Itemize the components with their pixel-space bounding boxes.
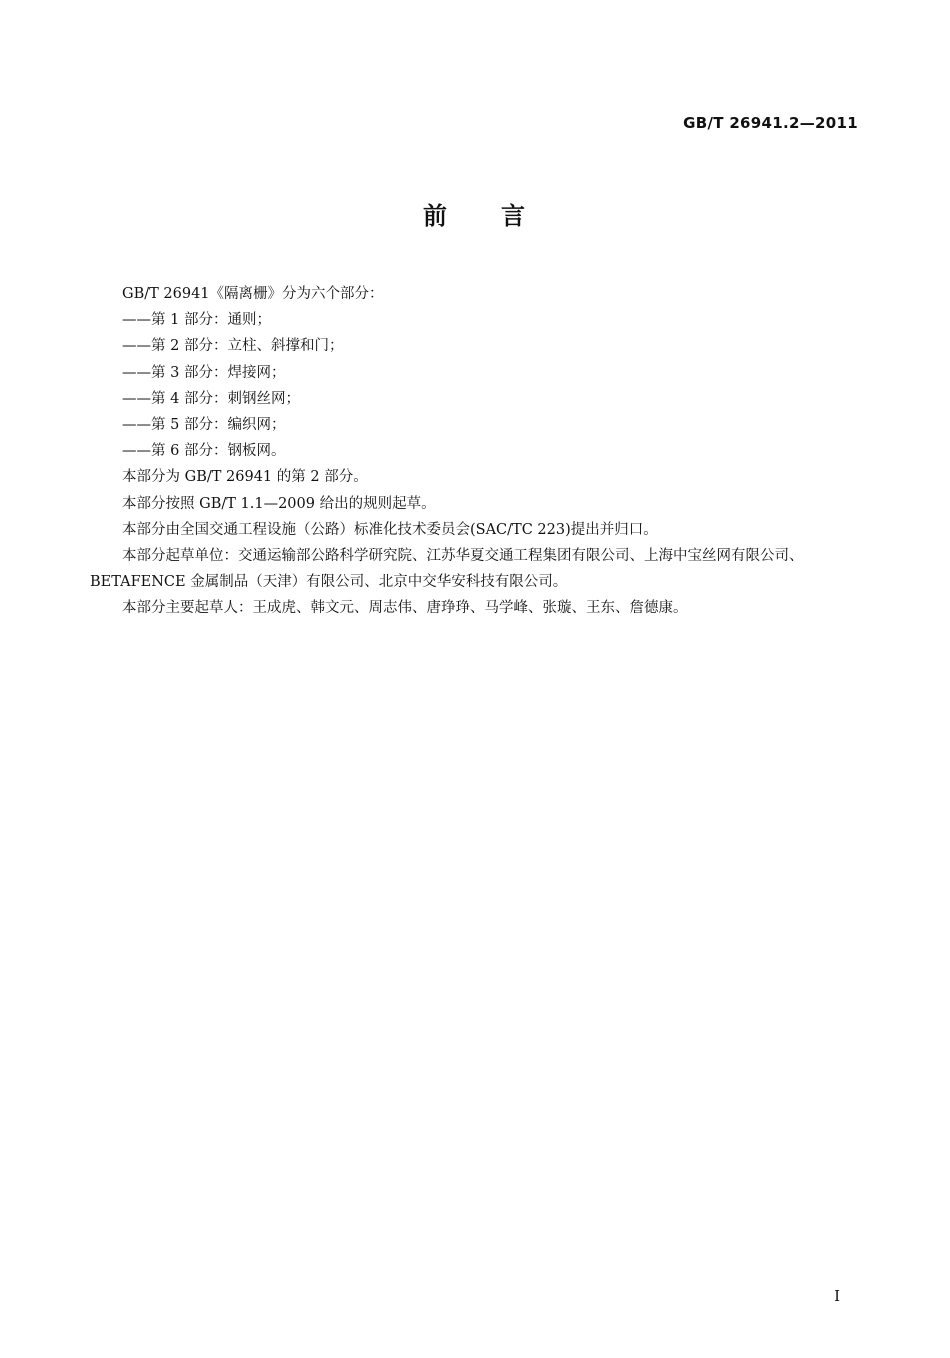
foreword-body	[90, 281, 862, 622]
page-number: I	[834, 1287, 840, 1305]
part-statement-paragraph: 本部分为 GB/T 26941 的第 2 部分。	[122, 469, 368, 486]
list-item-part-6: ——第 6 部分：钢板网。	[122, 443, 286, 460]
drafting-rules-paragraph: 本部分按照 GB/T 1.1—2009 给出的规则起草。	[122, 495, 436, 512]
standard-code: GB/T 26941.2—2011	[683, 114, 858, 132]
list-item-part-4: ——第 4 部分：刺钢丝网；	[122, 390, 300, 407]
committee-paragraph: 本部分由全国交通工程设施（公路）标准化技术委员会(SAC/TC 223)提出并归口。	[122, 521, 658, 538]
list-item-part-2: ——第 2 部分：立柱、斜撑和门；	[122, 338, 344, 355]
list-item-part-5: ——第 5 部分：编织网；	[122, 417, 286, 434]
intro-paragraph: GB/T 26941《隔离栅》分为六个部分：	[122, 286, 384, 302]
list-item-part-1: ——第 1 部分：通则；	[122, 312, 271, 329]
list-item-part-3: ——第 3 部分：焊接网；	[122, 364, 286, 381]
drafting-units-paragraph: 本部分起草单位：交通运输部公路科学研究院、江苏华夏交通工程集团有限公司、上海中宝丝网有限公司、BETAFENCE 金属制品（天津）有限公司、北京中交华安科技有限公司。	[90, 548, 804, 591]
title-char-1: 前	[423, 202, 449, 230]
page-title	[0, 196, 950, 231]
title-char-2: 言	[501, 202, 527, 230]
drafters-paragraph: 本部分主要起草人：王成虎、韩文元、周志伟、唐琤琤、马学峰、张璇、王东、詹德康。	[122, 600, 688, 617]
